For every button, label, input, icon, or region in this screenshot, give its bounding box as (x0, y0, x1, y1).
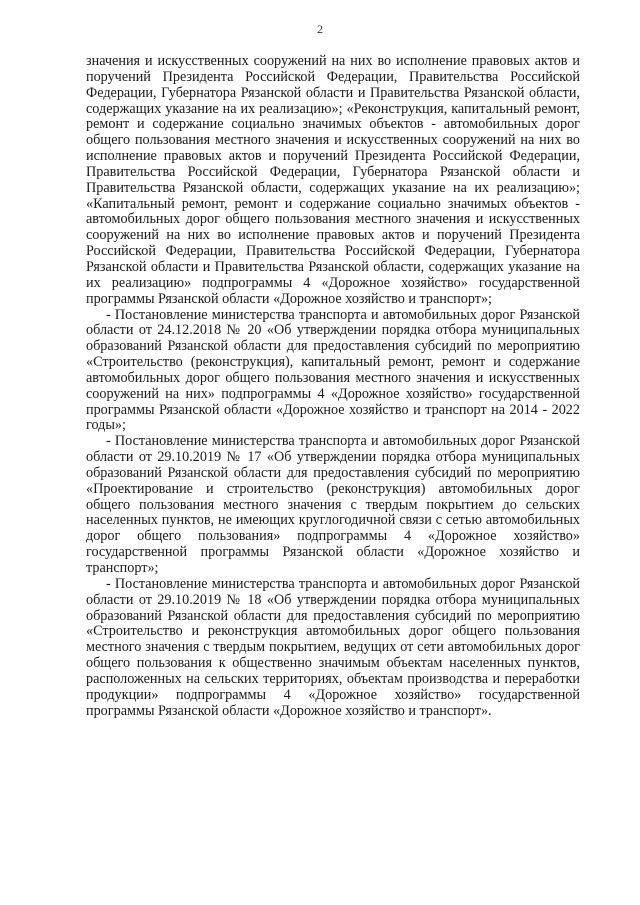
document-body (86, 54, 580, 719)
page-number: 2 (317, 22, 323, 36)
paragraph-continuation: значения и искусственных сооружений на них во исполнение правовых актов и поручений Президента Российской Федерации, Правительства Российской Федерации, Губернатора Рязанской области и Правительства Рязанской области, содержащих указание на их реализацию»; «Реконструкция, капитальный ремонт, ремонт и содержание социально значимых объектов - автомобильных дорог общего пользования местного значения и искусственных сооружений на них во исполнение правовых актов и поручений Президента Российской Федерации, Правительства Российской Федерации, Губернатора Рязанской области и Правительства Рязанской области, содержащих указание на их реализацию»; «Капитальный ремонт, ремонт и содержание социально значимых объектов - автомобильных дорог общего пользования местного значения и искусственных сооружений на них во исполнение правовых актов и поручений Президента Российской Федерации, Правительства Российской Федерации, Губернатора Рязанской области и Правительства Рязанской области, содержащих указание на их реализацию» подпрограммы 4 «Дорожное хозяйство» государственной программы Рязанской области «Дорожное хозяйство и транспорт»; (86, 53, 580, 307)
paragraph-resolution-17: - Постановление министерства транспорта и автомобильных дорог Рязанской области от 29.10.2019 № 17 «Об утверждении порядка отбора муниципальных образований Рязанской области для предоставления субсидий по мероприятию «Проектирование и строительство (реконструкция) автомобильных дорог общего пользования местного значения с твердым покрытием до сельских населенных пунктов, не имеющих круглогодичной связи с сетью автомобильных дорог общего пользования» подпрограммы 4 «Дорожное хозяйство» государственной программы Рязанской области «Дорожное хозяйство и транспорт»; (86, 433, 580, 576)
paragraph-resolution-18: - Постановление министерства транспорта и автомобильных дорог Рязанской области от 29.10.2019 № 18 «Об утверждении порядка отбора муниципальных образований Рязанской области для предоставления субсидий по мероприятию «Строительство и реконструкция автомобильных дорог общего пользования местного значения с твердым покрытием, ведущих от сети автомобильных дорог общего пользования к общественно значимым объектам населенных пунктов, расположенных на сельских территориях, объектам производства и переработки продукции» подпрограммы 4 «Дорожное хозяйство» государственной программы Рязанской области «Дорожное хозяйство и транспорт». (86, 575, 580, 719)
paragraph-resolution-20: - Постановление министерства транспорта и автомобильных дорог Рязанской области от 24.12.2018 № 20 «Об утверждении порядка отбора муниципальных образований Рязанской области для предоставления субсидий по мероприятию «Строительство (реконструкция), капитальный ремонт, ремонт и содержание автомобильных дорог общего пользования местного значения и искусственных сооружений на них» подпрограммы 4 «Дорожное хозяйство» государственной программы Рязанской области «Дорожное хозяйство и транспорт на 2014 - 2022 годы»; (86, 306, 580, 434)
